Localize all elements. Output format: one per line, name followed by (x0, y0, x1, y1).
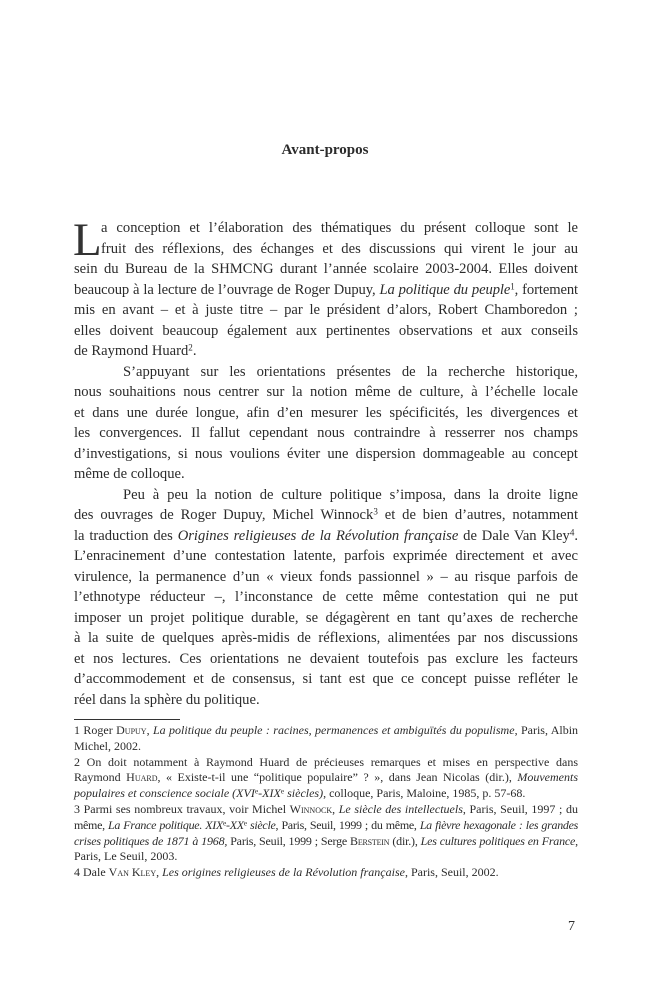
text-segment: et de bien d’autres, notamment (377, 507, 579, 523)
note-reference: e (223, 818, 227, 828)
text-line (74, 628, 578, 649)
text-line (74, 403, 578, 424)
text-line (74, 444, 578, 465)
text-segment: 2 On doit notamment à Raymond Huard de précieuses remarques et mises en perspective dans (74, 754, 578, 769)
text-line (74, 649, 578, 670)
text-line (74, 669, 578, 690)
text-segment: , colloque, Paris, Maloine, 1985, p. 57-68. (323, 786, 526, 801)
text-segment: 1 Roger (74, 723, 117, 737)
note-reference: 2 (188, 342, 193, 353)
text-line (74, 865, 578, 881)
text-segment: -XX (226, 817, 244, 832)
text-segment: Michel, 2002. (74, 738, 141, 753)
text-segment: Paris, Le Seuil, 2003. (74, 849, 178, 864)
text-segment: Berstein (350, 833, 390, 848)
text-segment: et nos lectures. Ces orientations ne devaient toutefois pas exclure les facteurs (74, 650, 578, 667)
text-line (74, 770, 578, 786)
text-segment: Winnock (289, 801, 333, 816)
text-segment: fruit des réflexions, des échanges et des discussions qui virent le jour au (101, 240, 578, 257)
footnote (74, 755, 578, 802)
text-line (74, 321, 578, 342)
text-line (74, 723, 578, 739)
text-segment: siècle (246, 817, 276, 832)
text-segment: et dans une durée longue, afin d’en mesurer les spécificités, les divergences et (74, 404, 578, 421)
text-line (74, 505, 578, 526)
text-segment: (dir.), (389, 833, 421, 848)
text-line (74, 587, 578, 608)
text-segment: Dupuy (116, 723, 147, 737)
text-segment: Paris, Seuil, 1999 ; Serge (227, 833, 351, 848)
text-segment: Origines religieuses de la Révolution française (177, 527, 459, 544)
text-segment: les convergences. Il fallut cependant nous contraindre à resserrer nos champs (74, 425, 578, 441)
page-title: Avant-propos (281, 142, 369, 158)
text-segment: La France politique. XIX (108, 817, 223, 832)
note-reference: e (243, 818, 247, 828)
text-line (74, 608, 578, 629)
text-segment: , (575, 833, 578, 848)
text-segment: siècles) (284, 786, 324, 801)
text-segment: Van Kley (108, 865, 157, 880)
text-segment: , Paris, Seuil, 1999 ; du même, (275, 817, 420, 832)
text-segment: . (574, 527, 579, 544)
text-segment: . (192, 343, 197, 359)
text-segment: , Paris, Seuil, 1997 ; du (462, 801, 579, 816)
paragraph (74, 485, 578, 711)
text-line (74, 382, 578, 403)
text-segment: , (146, 723, 153, 737)
text-line (74, 526, 578, 547)
text-segment: d’accommodement et de consensus, si tant est que ce concept puisse refléter le (74, 671, 578, 687)
text-segment: d’investigations, si nous voulions éviter une dispersion dommageable au concept (74, 445, 578, 462)
text-segment: beaucoup à la lecture de l’ouvrage de Roger Dupuy, (74, 281, 380, 298)
text-segment: de Dale Van Kley (458, 527, 570, 544)
text-line (74, 239, 578, 260)
text-line (74, 834, 578, 850)
note-reference: 1 (510, 280, 515, 291)
text-segment: L’enracinement d’une contestation latente, parfois exprimée directement et avec (74, 548, 578, 564)
text-segment: , Paris, Seuil, 2002. (404, 865, 499, 880)
text-segment: , (332, 801, 339, 816)
paragraph (74, 362, 578, 485)
text-segment: mis en avant – et à juste titre – par le président d’alors, Robert Chamboredon ; (74, 302, 578, 318)
text-segment: à la suite de quelques après-midis de réflexions, alimentées par nos discussions (74, 630, 578, 646)
text-line (74, 259, 578, 280)
text-segment: populaires et conscience sociale (XVI (74, 786, 255, 801)
text-line (74, 341, 578, 362)
note-reference: 3 (373, 506, 378, 517)
text-segment: virulence, la permanence d’un « vieux fonds passionnel » – au risque parfois de (74, 568, 578, 585)
footnote (74, 802, 578, 865)
text-segment: réel dans la sphère du politique. (74, 691, 260, 708)
text-segment: La politique du peuple : racines, permanences et ambiguïtés du populisme (152, 723, 515, 737)
text-segment: a conception et l’élaboration des thématiques du présent colloque sont le (101, 220, 578, 236)
text-line (74, 786, 578, 802)
text-segment: Raymond (74, 770, 127, 785)
text-line (74, 802, 578, 818)
text-segment: Les cultures politiques en France (420, 833, 576, 848)
text-segment: elles doivent beaucoup également aux pertinentes observations et aux conseils (74, 322, 578, 339)
text-line (74, 423, 578, 444)
text-segment: imposer un projet politique durable, se dégagèrent en tant qu’axes de recherche (74, 609, 578, 626)
text-segment: , Paris, Albin (514, 723, 579, 737)
note-reference: 4 (569, 526, 575, 537)
text-line (74, 739, 578, 755)
text-line (74, 690, 578, 711)
text-segment: des ouvrages de Roger Dupuy, Michel Winnock (74, 507, 374, 523)
text-line (74, 218, 578, 239)
footnote-rule (74, 719, 180, 720)
text-segment: La politique du peuple (379, 281, 511, 298)
text-line (74, 818, 578, 834)
text-segment: nous souhaitions nous centrer sur la notion même de culture, à l’échelle locale (74, 384, 578, 400)
text-segment: S’appuyant sur les orientations présentes de la recherche historique, (123, 363, 578, 380)
text-segment: 3 Parmi ses nombreux travaux, voir Michel (74, 801, 290, 816)
text-segment: de Raymond Huard (74, 343, 189, 359)
text-line (74, 464, 578, 485)
footnote (74, 865, 578, 881)
text-segment: sein du Bureau de la SHMCNG durant l’année scolaire 2003-2004. Elles doivent (74, 261, 578, 277)
text-segment: même de colloque. (74, 466, 185, 482)
text-segment: Le siècle des intellectuels (338, 801, 463, 816)
text-line (74, 755, 578, 771)
paragraph (73, 214, 578, 362)
text-segment: Huard (126, 770, 158, 785)
text-segment: , fortement (514, 281, 578, 298)
text-segment: Peu à peu la notion de culture politique s’imposa, dans la droite ligne (123, 486, 578, 503)
text-segment: la traduction des (74, 527, 178, 544)
text-segment: La fièvre hexagonale : les grandes (419, 817, 578, 832)
text-line (74, 362, 578, 383)
text-segment: 4 Dale (74, 865, 109, 880)
footnote (74, 723, 578, 755)
text-segment: même, (74, 817, 109, 832)
text-segment: , « Existe-t-il une “politique populaire” ? », dans Jean Nicolas (dir.), (157, 770, 518, 785)
text-line (74, 300, 578, 321)
text-line (74, 485, 578, 506)
body-text (73, 214, 579, 710)
text-line (74, 280, 578, 301)
text-segment: , (156, 865, 163, 880)
text-segment: crises politiques de 1871 à 1968, (74, 833, 228, 848)
drop-cap: L (73, 214, 102, 266)
text-line (74, 546, 578, 567)
text-segment: l’ethnotype réducteur –, l’inconstance de cette même contestation qui ne put (74, 589, 578, 605)
text-line (74, 567, 578, 588)
note-reference: e (254, 786, 259, 796)
note-reference: e (280, 786, 285, 796)
text-line (74, 849, 578, 865)
text-segment: -XIX (258, 786, 281, 801)
page-number: 7 (568, 919, 575, 934)
text-segment: Mouvements (517, 770, 579, 785)
text-segment: Les origines religieuses de la Révolution française (162, 865, 405, 880)
footnotes (74, 723, 578, 881)
